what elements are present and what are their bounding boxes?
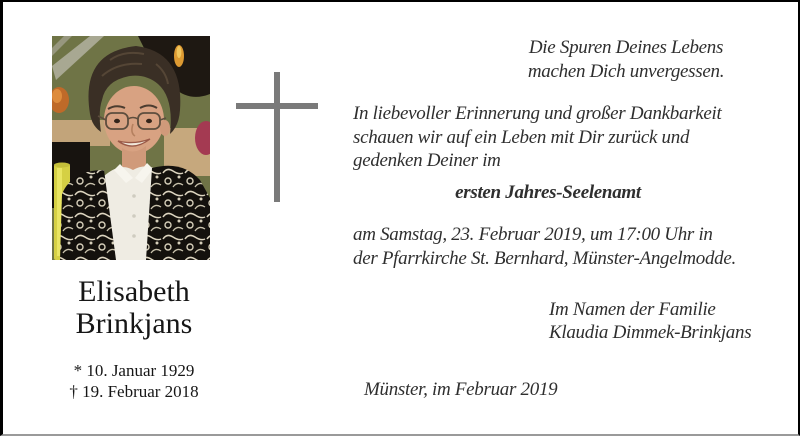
intro-line-1: In liebevoller Erinnerung und großer Dankbarkeit (353, 103, 722, 124)
intro-line-3: gedenken Deiner im (353, 150, 501, 171)
family-line-1: Im Namen der Familie (549, 299, 716, 320)
deceased-first-name: Elisabeth (78, 275, 190, 308)
service-location-line: der Pfarrkirche St. Bernhard, Münster-Angelmodde. (353, 247, 736, 269)
epitaph-line-2: machen Dich unvergessen. (527, 61, 725, 82)
death-date: † 19. Februar 2018 (69, 382, 199, 401)
portrait-photo-illustration (52, 36, 210, 260)
place-date-line: Münster, im Februar 2019 (364, 379, 558, 400)
family-line-2: Klaudia Dimmek-Brinkjans (549, 322, 752, 343)
deceased-last-name: Brinkjans (75, 307, 193, 340)
birth-date: * 10. Januar 1929 (73, 361, 195, 380)
epitaph-verse (501, 36, 751, 84)
epitaph-line-1: Die Spuren Deines Lebens (528, 37, 724, 58)
intro-paragraph (353, 102, 748, 173)
service-title: ersten Jahres-Seelenamt (455, 182, 641, 203)
intro-line-2: schauen wir auf ein Leben mit Dir zurück und (353, 126, 690, 148)
cross-icon-horizontal-bar (236, 103, 318, 109)
service-date-line: am Samstag, 23. Februar 2019, um 17:00 Uhr in (353, 224, 713, 245)
portrait-photo (52, 36, 210, 260)
life-dates (19, 360, 249, 402)
family-signature (549, 298, 789, 344)
cross-icon-vertical-bar (274, 72, 280, 202)
deceased-name (19, 276, 249, 340)
service-details (353, 223, 763, 270)
